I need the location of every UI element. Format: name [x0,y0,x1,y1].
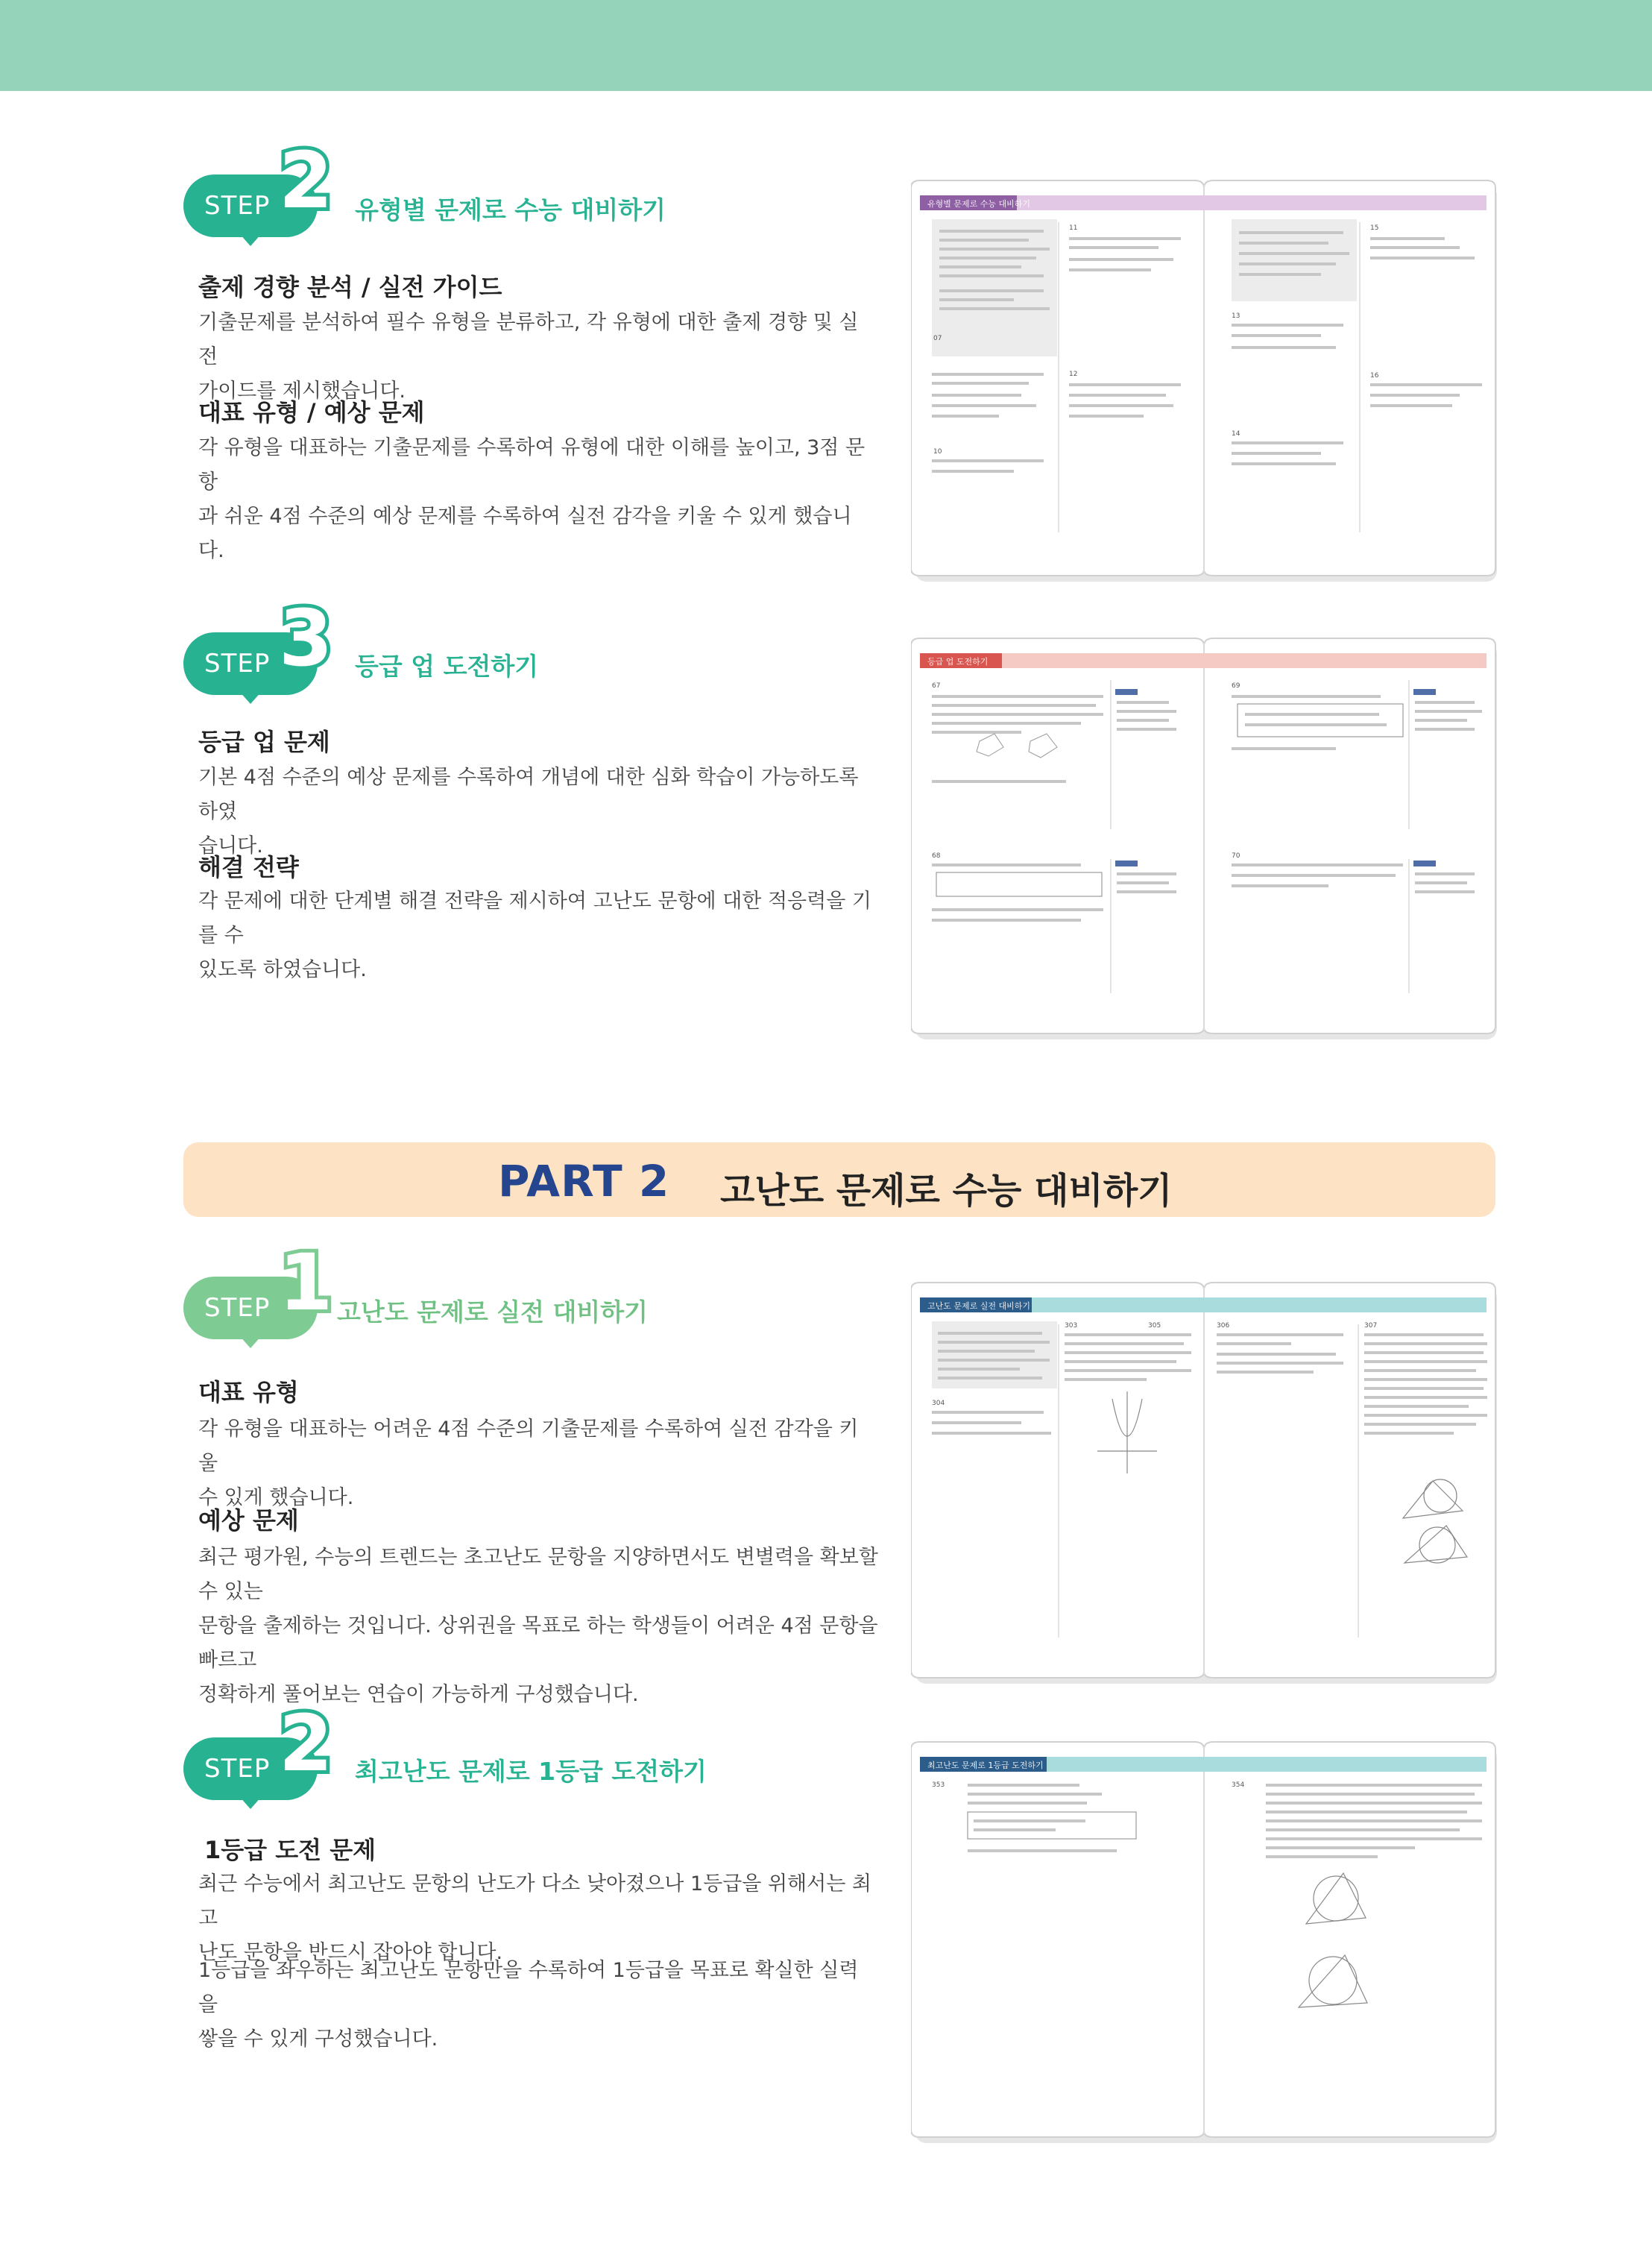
step-title: 등급 업 도전하기 [355,652,539,681]
problem-number: 13 [1232,312,1240,320]
step-word: STEP [204,1293,271,1323]
problem-number: 67 [932,682,941,690]
problem-number: 70 [1232,852,1240,860]
problem-number: 303 [1065,1322,1078,1330]
problem-number: 14 [1232,430,1240,438]
subheading: 해결 전략 [198,853,299,881]
book-spread-image [911,635,1497,1041]
subheading: 대표 유형 / 예상 문제 [198,398,425,427]
paragraph: 기출문제를 분석하여 필수 유형을 분류하고, 각 유형에 대한 출제 경향 및 실전 가이드를 제시했습니다. [198,311,859,403]
subheading: 1등급 도전 문제 [204,1836,376,1864]
step-title: 고난도 문제로 실전 대비하기 [337,1297,649,1327]
subheading: 등급 업 문제 [198,728,330,756]
problem-number: 304 [932,1400,945,1407]
book-spread-mockup [911,177,1497,583]
problem-number: 10 [933,448,942,456]
paragraph: 기본 4점 수준의 예상 문제를 수록하여 개념에 대한 심화 학습이 가능하도록 하였 습니다. [198,766,859,858]
part-label: PART 2 [498,1156,670,1207]
problem-number: 15 [1370,224,1379,232]
step-number: 1 [279,1237,333,1328]
mockup-header: 최고난도 문제로 1등급 도전하기 [927,1761,1044,1770]
book-spread-image [911,1280,1497,1685]
mockup-header: 유형별 문제로 수능 대비하기 [927,199,1031,209]
problem-number: 16 [1370,372,1379,380]
step-badge [183,1698,333,1812]
book-spread-image [911,1739,1497,2145]
problem-number: 305 [1148,1322,1161,1330]
problem-number: 354 [1232,1781,1245,1789]
step-word: STEP [204,1754,271,1784]
book-spread-image [911,177,1497,583]
paragraph: 최근 평가원, 수능의 트렌드는 초고난도 문항을 지양하면서도 변별력을 확보할 수 있는 문항을 출제하는 것입니다. 상위권을 목표로 하는 학생들이 어려운 4점 문항을 빠르고 정확하게 풀어보는 연습이 가능하게 구성했습니다. [198,1546,878,1706]
paragraph: 1등급을 좌우하는 최고난도 문항만을 수록하여 1등급을 목표로 확실한 실력을 쌓을 수 있게 구성했습니다. [198,1959,859,2051]
subheading: 대표 유형 [198,1378,299,1406]
problem-number: 307 [1364,1322,1378,1330]
step-number: 3 [279,593,333,684]
step-title: 유형별 문제로 수능 대비하기 [355,195,666,224]
step-word: STEP [204,649,271,679]
book-spread-mockup [911,635,1497,1041]
step-number: 2 [279,1698,333,1789]
mockup-header: 등급 업 도전하기 [927,657,989,667]
step-badge [183,1237,333,1351]
step-badge [183,135,333,249]
step-badge [183,593,333,707]
paragraph: 각 유형을 대표하는 어려운 4점 수준의 기출문제를 수록하여 실전 감각을 키울 수 있게 했습니다. [198,1418,859,1509]
part-title: 고난도 문제로 수능 대비하기 [720,1170,1173,1212]
step-word: STEP [204,191,271,221]
mockup-header: 고난도 문제로 실전 대비하기 [927,1301,1031,1311]
step-title: 최고난도 문제로 1등급 도전하기 [355,1757,707,1786]
paragraph: 각 문제에 대한 단계별 해결 전략을 제시하여 고난도 문항에 대한 적응력을 기를 수 있도록 하였습니다. [198,890,871,981]
top-color-band [0,0,1652,91]
paragraph: 각 유형을 대표하는 기출문제를 수록하여 유형에 대한 이해를 높이고, 3점 문항 과 쉬운 4점 수준의 예상 문제를 수록하여 실전 감각을 키울 수 있게 했습니다. [198,436,866,562]
problem-number: 07 [933,335,942,342]
problem-number: 69 [1232,682,1240,690]
book-spread-mockup [911,1280,1497,1685]
book-spread-mockup [911,1739,1497,2145]
part-banner [183,1142,1495,1217]
problem-number: 12 [1069,371,1078,378]
step-number: 2 [279,135,333,226]
subheading: 출제 경향 분석 / 실전 가이드 [198,273,502,301]
subheading: 예상 문제 [198,1506,299,1535]
problem-number: 68 [932,852,941,860]
problem-number: 353 [932,1781,945,1789]
problem-number: 306 [1217,1322,1230,1330]
problem-number: 11 [1069,224,1078,232]
paragraph: 최근 수능에서 최고난도 문항의 난도가 다소 낮아졌으나 1등급을 위해서는 최고 난도 문항을 반드시 잡아야 합니다. [198,1872,871,1964]
